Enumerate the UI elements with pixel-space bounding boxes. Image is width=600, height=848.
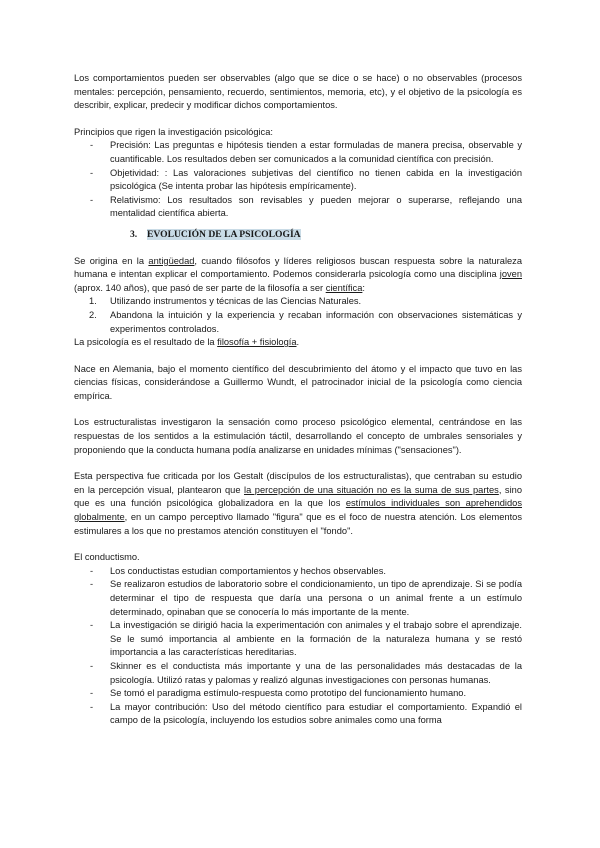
list-item: - La mayor contribución: Uso del método científico para estudiar el comportamiento. Expandió el campo de la psicología, incluyendo los estudios sobre animales como una forma	[74, 701, 522, 728]
list-item: - Skinner es el conductista más importante y una de las personalidades más destacadas de la psicología. Utilizó ratas y palomas y realizó algunas investigaciones con personas humanas.	[74, 660, 522, 687]
gestalt-paragraph: Esta perspectiva fue criticada por los Gestalt (discípulos de los estructuralistas), que centraban su estudio en la percepción visual, plantearon que la percepción de una situación no es la suma de sus partes, sino que es una función psicológica globalizadora en la que los estímulos individuales son aprehendidos globalmente, en un campo perceptivo llamado "figura" que es el foco de nuestra atención. Los elementos estimulares a los que no prestamos atención constituyen el "fondo".	[74, 471, 522, 536]
behaviorism-list	[74, 565, 522, 728]
list-item: 1. Utilizando instrumentos y técnicas de las Ciencias Naturales.	[89, 296, 362, 307]
origin-list	[74, 295, 522, 336]
result-line: La psicología es el resultado de la filosofía + fisiología.	[74, 337, 300, 348]
structuralists-paragraph: Los estructuralistas investigaron la sensación como proceso psicológico elemental, centrándose en las respuestas de los sentidos a la estimulación táctil, desarrollando el concepto de umbrales sensoriales y proponiendo que la conducta humana podía analizarse en unidades mínimas ("sensaciones").	[74, 417, 522, 455]
behaviorism-title: El conductismo.	[74, 552, 140, 563]
principles-title: Principios que rigen la investigación psicológica:	[74, 126, 273, 137]
intro-paragraph: Los comportamientos pueden ser observables (algo que se dice o se hace) o no observables (procesos mentales: percepción, pensamiento, recuerdo, sentimientos, memoria, etc), y el objetivo de la psicología es describir, explicar, predecir y modificar dichos comportamientos.	[74, 73, 522, 111]
underlined-term: antigüedad	[148, 255, 195, 266]
section-heading	[74, 228, 522, 242]
list-item: - La investigación se dirigió hacia la experimentación con animales y el trabajo sobre el aprendizaje. Se le sumó importancia al ambiente en la formación de la naturaleza humana y se restó importancia a las características hereditarias.	[74, 619, 522, 660]
underlined-term: la percepción de una situación no es la suma de sus partes	[244, 484, 499, 495]
origin-paragraph: Se origina en la antigüedad, cuando filósofos y líderes religiosos buscan respuesta sobre la naturaleza humana e intentan explicar el comportamiento. Podemos considerarla psicología como una disciplina joven (aprox. 140 años), que pasó de ser parte de la filosofía a ser científica:	[74, 255, 522, 293]
list-item: - Se tomó el paradigma estímulo-respuesta como prototipo del funcionamiento humano.	[74, 687, 522, 701]
underlined-term: filosofía + fisiología	[217, 337, 297, 348]
list-item: - Objetividad: : Las valoraciones subjetivas del científico no tienen cabida en la investigación psicológica (Se intenta probar las hipótesis empíricamente).	[74, 167, 522, 194]
document-page	[74, 72, 522, 728]
underlined-term: joven	[499, 269, 522, 280]
section-title: EVOLUCIÓN DE LA PSICOLOGÍA	[147, 228, 301, 240]
section-number: 3.	[130, 228, 138, 240]
list-item: - Los conductistas estudian comportamientos y hechos observables.	[74, 565, 522, 579]
underlined-term: científica	[325, 282, 363, 293]
principles-list	[74, 139, 522, 221]
list-item: 2. Abandona la intuición y la experiencia y recaban información con observaciones sistemáticas y experimentos controlados.	[89, 309, 522, 334]
list-item: - Relativismo: Los resultados son revisables y pueden mejorar o superarse, reflejando una mentalidad científica abierta.	[74, 194, 522, 221]
underlined-term: estímulos individuales son aprehendidos globalmente	[74, 498, 522, 523]
list-item: - Se realizaron estudios de laboratorio sobre el condicionamiento, un tipo de aprendizaje. Si se podía determinar el tipo de respuesta que daría una persona o un animal frente a un estímulo determinado, opinaban que se conocería lo más importante de la mente.	[74, 578, 522, 619]
germany-paragraph: Nace en Alemania, bajo el momento científico del descubrimiento del átomo y el impacto que tuvo en las ciencias físicas, considerándose a Guillermo Wundt, el patrocinador inicial de la psicología como ciencia empírica.	[74, 363, 522, 401]
list-item: - Precisión: Las preguntas e hipótesis tienden a estar formuladas de manera precisa, observable y cuantificable. Los resultados deben ser comunicados a la comunidad científica con precisión.	[74, 139, 522, 166]
